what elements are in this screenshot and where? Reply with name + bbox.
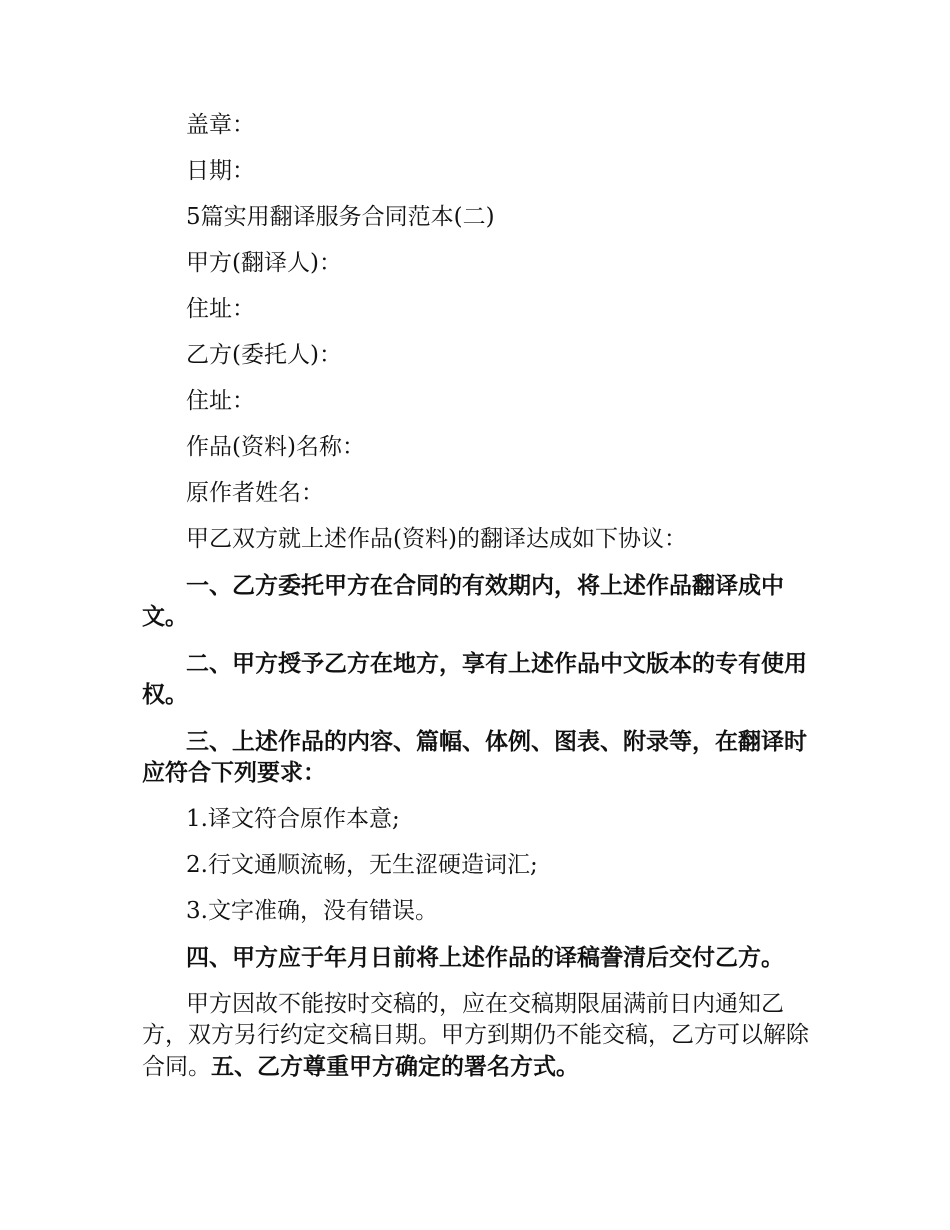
- party-b-label: 乙方(委托人)：: [186, 342, 342, 368]
- party-a-label: 甲方(翻译人)：: [186, 250, 342, 276]
- requirement-3: 3.文字准确，没有错误。: [186, 898, 438, 924]
- clause-5: 五、乙方尊重甲方确定的署名方式。: [211, 1053, 579, 1080]
- seal-field-label: 盖章：: [186, 112, 255, 138]
- date-field-label: 日期：: [186, 158, 255, 184]
- requirement-1: 1.译文符合原作本意;: [186, 806, 400, 832]
- party-b-address-label: 住址：: [186, 388, 255, 414]
- original-author-label: 原作者姓名：: [186, 480, 324, 506]
- contract-title: 5篇实用翻译服务合同范本(二): [186, 204, 495, 230]
- clause-2: 二、甲方授予乙方在地方，享有上述作品中文版本的专有使用权。: [142, 650, 807, 708]
- work-name-label: 作品(资料)名称：: [186, 434, 365, 460]
- agreement-intro: 甲乙双方就上述作品(资料)的翻译达成如下协议：: [186, 526, 687, 552]
- document-body: [142, 110, 818, 1098]
- delay-text: 甲方因故不能按时交稿的，应在交稿期限届满前日内通知乙方，双方另行约定交稿日期。甲方到期仍不能交稿，乙方可以解除合同。: [142, 991, 809, 1080]
- party-a-address-label: 住址：: [186, 296, 255, 322]
- clause-1: 一、乙方委托甲方在合同的有效期内，将上述作品翻译成中文。: [142, 572, 784, 630]
- delay-paragraph: [142, 989, 818, 1083]
- clause-3: 三、上述作品的内容、篇幅、体例、图表、附录等，在翻译时应符合下列要求：: [142, 728, 807, 786]
- requirement-2: 2.行文通顺流畅，无生涩硬造词汇;: [186, 852, 538, 878]
- clause-4: 四、甲方应于年月日前将上述作品的译稿誊清后交付乙方。: [186, 944, 784, 971]
